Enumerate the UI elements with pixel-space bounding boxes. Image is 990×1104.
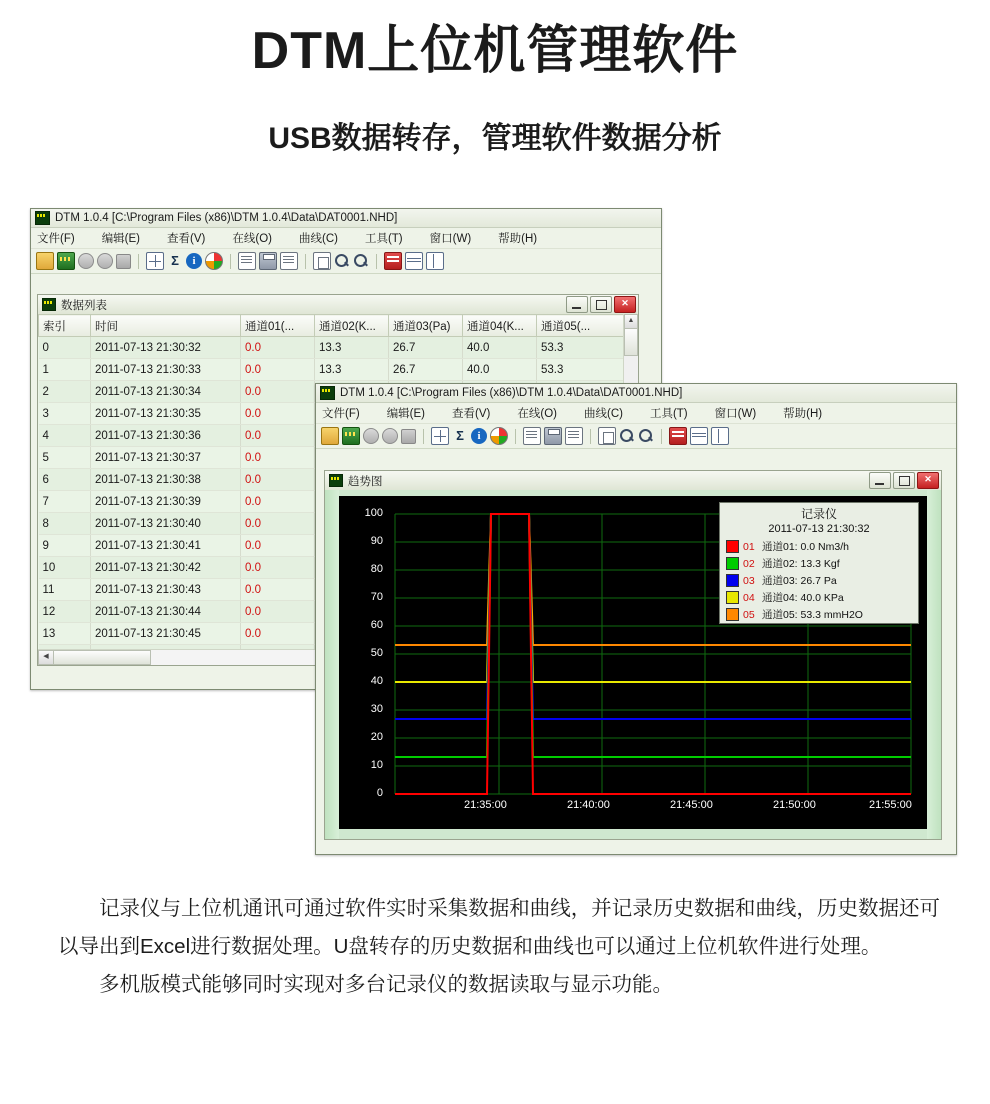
- chart-canvas-area[interactable]: [325, 490, 941, 839]
- app-icon: [329, 474, 343, 487]
- table-cell: 2011-07-13 21:30:38: [91, 469, 241, 491]
- table-cell: 12: [39, 601, 91, 623]
- table-cell: 8: [39, 513, 91, 535]
- table-cell: 2011-07-13 21:30:32: [91, 337, 241, 359]
- x-tick-2: 21:40:00: [567, 799, 610, 811]
- legend-swatch-01: [726, 540, 739, 553]
- legend-id-03: 03: [743, 574, 755, 587]
- menu-tools[interactable]: 工具(T): [649, 408, 688, 420]
- y-tick-70: 70: [370, 591, 383, 603]
- window-cascade-icon[interactable]: [669, 427, 687, 445]
- color-ball-icon[interactable]: [490, 427, 508, 445]
- menu-window[interactable]: 窗口(W): [429, 233, 472, 245]
- legend-item[interactable]: [720, 572, 918, 589]
- menubar[interactable]: [31, 228, 661, 249]
- table-cell: 2011-07-13 21:30:35: [91, 403, 241, 425]
- table-cell: 2011-07-13 21:30:33: [91, 359, 241, 381]
- y-tick-80: 80: [370, 563, 383, 575]
- table-cell: 0.0: [241, 337, 315, 359]
- page-setup-icon[interactable]: [280, 252, 298, 270]
- col-ch02[interactable]: 通道02(K...: [315, 315, 389, 337]
- menu-curve[interactable]: 曲线(C): [298, 233, 338, 245]
- legend-timestamp: 2011-07-13 21:30:32: [768, 523, 870, 535]
- table-cell: 2011-07-13 21:30:41: [91, 535, 241, 557]
- toolbar[interactable]: [31, 249, 661, 274]
- menu-online[interactable]: 在线(O): [517, 408, 557, 420]
- y-tick-90: 90: [370, 535, 383, 547]
- toolbar[interactable]: [316, 424, 956, 449]
- table-cell: 0.0: [241, 447, 315, 469]
- chart-plot-area[interactable]: [339, 496, 927, 829]
- table-cell: 2: [39, 381, 91, 403]
- window-cascade-icon[interactable]: [384, 252, 402, 270]
- y-tick-30: 30: [370, 703, 383, 715]
- menu-help[interactable]: 帮助(H): [783, 408, 823, 420]
- col-ch05[interactable]: 通道05(...: [537, 315, 625, 337]
- page-setup-icon[interactable]: [565, 427, 583, 445]
- close-button[interactable]: ✕: [917, 472, 939, 489]
- legend-label-03: 通道03: 26.7 Pa: [762, 575, 837, 587]
- y-tick-50: 50: [370, 647, 383, 659]
- copy-icon[interactable]: [313, 252, 331, 270]
- table-cell: 0.0: [241, 579, 315, 601]
- y-tick-100: 100: [364, 507, 383, 519]
- zoom-out-icon[interactable]: [638, 428, 654, 444]
- table-cell: 2011-07-13 21:30:43: [91, 579, 241, 601]
- legend-id-01: 01: [743, 540, 755, 553]
- print-preview-icon[interactable]: [523, 427, 541, 445]
- legend-swatch-03: [726, 574, 739, 587]
- menu-tools[interactable]: 工具(T): [364, 233, 403, 245]
- pause-circle-icon[interactable]: [382, 428, 398, 444]
- chart-right-rail: [927, 490, 941, 839]
- table-cell: 0.0: [241, 491, 315, 513]
- legend-swatch-05: [726, 608, 739, 621]
- table-cell: 5: [39, 447, 91, 469]
- table-cell: 9: [39, 535, 91, 557]
- table-cell: 3: [39, 403, 91, 425]
- table-cell: 2011-07-13 21:30:42: [91, 557, 241, 579]
- toolbar-separator: [138, 254, 139, 269]
- table-cell: 53.3: [537, 359, 625, 381]
- table-cell: 13.3: [315, 359, 389, 381]
- minimize-button[interactable]: [566, 296, 588, 313]
- table-cell: 40.0: [463, 359, 537, 381]
- table-cell: 0.0: [241, 469, 315, 491]
- zoom-out-icon[interactable]: [353, 253, 369, 269]
- y-tick-60: 60: [370, 619, 383, 631]
- pause-circle-icon[interactable]: [97, 253, 113, 269]
- child-title-text: 趋势图: [348, 475, 383, 488]
- scroll-left-arrow[interactable]: ◀: [38, 650, 54, 665]
- minimize-button[interactable]: [869, 472, 891, 489]
- window-title-text: DTM 1.0.4 [C:\Program Files (x86)\DTM 1.0.4\Data\DAT0001.NHD]: [340, 387, 683, 399]
- y-tick-20: 20: [370, 731, 383, 743]
- scroll-up-arrow[interactable]: ▲: [624, 314, 638, 329]
- legend-label-02: 通道02: 13.3 Kgf: [762, 558, 840, 570]
- table-cell: 11: [39, 579, 91, 601]
- table-icon[interactable]: [146, 252, 164, 270]
- info-icon[interactable]: i: [471, 428, 487, 444]
- menu-file[interactable]: 文件(F): [37, 233, 75, 245]
- col-ch03[interactable]: 通道03(Pa): [389, 315, 463, 337]
- legend-label-05: 通道05: 53.3 mmH2O: [762, 609, 863, 621]
- page-title: DTM上位机管理软件: [251, 22, 739, 80]
- maximize-button[interactable]: [590, 296, 612, 313]
- window-titlebar[interactable]: [31, 209, 661, 228]
- table-cell: 2011-07-13 21:30:34: [91, 381, 241, 403]
- app-window-trend-chart[interactable]: [315, 383, 957, 855]
- toolbar-separator: [515, 429, 516, 444]
- description-paragraph-2: 多机版模式能够同时实现对多台记录仪的数据读取与显示功能。: [99, 973, 673, 996]
- page-subtitle: USB数据转存，管理软件数据分析: [268, 122, 722, 155]
- info-icon[interactable]: i: [186, 253, 202, 269]
- window-tile-horizontal-icon[interactable]: [690, 427, 708, 445]
- menu-view[interactable]: 查看(V): [452, 408, 491, 420]
- table-cell: 0.0: [241, 403, 315, 425]
- legend-id-04: 04: [743, 591, 755, 604]
- close-button[interactable]: ✕: [614, 296, 636, 313]
- table-header-row: [39, 315, 625, 337]
- child-titlebar[interactable]: [325, 471, 941, 491]
- legend-item[interactable]: [720, 606, 918, 623]
- table-cell: 53.3: [537, 337, 625, 359]
- scroll-thumb[interactable]: [624, 328, 638, 356]
- hscroll-thumb[interactable]: [53, 650, 151, 665]
- y-tick-0: 0: [376, 787, 383, 799]
- color-ball-icon[interactable]: [205, 252, 223, 270]
- child-titlebar[interactable]: [38, 295, 638, 315]
- x-tick-3: 21:45:00: [670, 799, 713, 811]
- x-tick-4: 21:50:00: [773, 799, 816, 811]
- legend-id-05: 05: [743, 608, 755, 621]
- table-cell: 7: [39, 491, 91, 513]
- record-circle-icon[interactable]: [78, 253, 94, 269]
- export-excel-icon[interactable]: [342, 427, 360, 445]
- print-preview-icon[interactable]: [238, 252, 256, 270]
- table-cell: 0.0: [241, 381, 315, 403]
- table-cell: 2011-07-13 21:30:44: [91, 601, 241, 623]
- table-cell: 2011-07-13 21:30:37: [91, 447, 241, 469]
- legend-swatch-04: [726, 591, 739, 604]
- zoom-in-icon[interactable]: [334, 253, 350, 269]
- table-cell: 2011-07-13 21:30:45: [91, 623, 241, 645]
- menu-online[interactable]: 在线(O): [232, 233, 272, 245]
- window-titlebar[interactable]: [316, 384, 956, 403]
- stop-square-icon[interactable]: [401, 429, 416, 444]
- table-cell: 26.7: [389, 337, 463, 359]
- stop-square-icon[interactable]: [116, 254, 131, 269]
- maximize-button[interactable]: [893, 472, 915, 489]
- table-row[interactable]: [39, 359, 625, 381]
- menu-help[interactable]: 帮助(H): [498, 233, 538, 245]
- child-title-text: 数据列表: [61, 299, 107, 312]
- toolbar-separator: [661, 429, 662, 444]
- open-folder-icon[interactable]: [321, 427, 339, 445]
- legend-title: 记录仪: [800, 507, 837, 521]
- table-cell: 2011-07-13 21:30:40: [91, 513, 241, 535]
- table-cell: 0.0: [241, 535, 315, 557]
- menubar[interactable]: [316, 403, 956, 424]
- legend-label-04: 通道04: 40.0 KPa: [762, 592, 844, 604]
- legend-id-02: 02: [743, 557, 755, 570]
- legend-item[interactable]: [720, 589, 918, 606]
- record-circle-icon[interactable]: [363, 428, 379, 444]
- x-tick-5: 21:55:00: [869, 799, 912, 811]
- toolbar-separator: [590, 429, 591, 444]
- col-time[interactable]: 时间: [91, 315, 241, 337]
- legend-label-01: 通道01: 0.0 Nm3/h: [762, 541, 849, 553]
- copy-icon[interactable]: [598, 427, 616, 445]
- child-window-trend-chart[interactable]: [324, 470, 942, 840]
- table-cell: 13: [39, 623, 91, 645]
- legend-swatch-02: [726, 557, 739, 570]
- app-icon: [42, 298, 56, 311]
- table-cell: 40.0: [463, 337, 537, 359]
- print-icon[interactable]: [544, 427, 562, 445]
- table-cell: 2011-07-13 21:30:39: [91, 491, 241, 513]
- toolbar-separator: [305, 254, 306, 269]
- table-row[interactable]: [39, 337, 625, 359]
- menu-file[interactable]: 文件(F): [322, 408, 360, 420]
- table-cell: 0.0: [241, 359, 315, 381]
- col-ch04[interactable]: 通道04(K...: [463, 315, 537, 337]
- col-ch01[interactable]: 通道01(...: [241, 315, 315, 337]
- menu-edit[interactable]: 编辑(E): [386, 408, 426, 420]
- table-cell: 1: [39, 359, 91, 381]
- toolbar-separator: [376, 254, 377, 269]
- app-icon: [320, 386, 335, 400]
- description-block: [58, 890, 940, 1004]
- window-tile-vertical-icon[interactable]: [426, 252, 444, 270]
- table-cell: 0.0: [241, 425, 315, 447]
- table-cell: 13.3: [315, 337, 389, 359]
- zoom-in-icon[interactable]: [619, 428, 635, 444]
- col-index[interactable]: 索引: [39, 315, 91, 337]
- menu-window[interactable]: 窗口(W): [714, 408, 757, 420]
- menu-edit[interactable]: 编辑(E): [101, 233, 141, 245]
- x-tick-1: 21:35:00: [464, 799, 507, 811]
- table-icon[interactable]: [431, 427, 449, 445]
- table-cell: 26.7: [389, 359, 463, 381]
- toolbar-separator: [230, 254, 231, 269]
- y-tick-10: 10: [370, 759, 383, 771]
- toolbar-separator: [423, 429, 424, 444]
- table-cell: 0.0: [241, 557, 315, 579]
- table-cell: 0.0: [241, 601, 315, 623]
- table-cell: 10: [39, 557, 91, 579]
- description-paragraph-1: 记录仪与上位机通讯可通过软件实时采集数据和曲线，并记录历史数据和曲线，历史数据还可以导出到Excel进行数据处理。U盘转存的历史数据和曲线也可以通过上位机软件进行处理。: [58, 897, 940, 958]
- chart-legend[interactable]: [719, 502, 919, 624]
- menu-curve[interactable]: 曲线(C): [583, 408, 623, 420]
- sigma-icon[interactable]: Σ: [456, 428, 464, 443]
- table-cell: 4: [39, 425, 91, 447]
- app-icon: [35, 211, 50, 225]
- print-icon[interactable]: [259, 252, 277, 270]
- table-cell: 0.0: [241, 623, 315, 645]
- table-cell: 0.0: [241, 513, 315, 535]
- y-tick-40: 40: [370, 675, 383, 687]
- table-cell: 0: [39, 337, 91, 359]
- legend-item[interactable]: [720, 538, 918, 555]
- open-folder-icon[interactable]: [36, 252, 54, 270]
- chart-left-rail: [325, 490, 339, 839]
- menu-view[interactable]: 查看(V): [167, 233, 206, 245]
- table-cell: 6: [39, 469, 91, 491]
- window-tile-horizontal-icon[interactable]: [405, 252, 423, 270]
- table-cell: 2011-07-13 21:30:36: [91, 425, 241, 447]
- export-excel-icon[interactable]: [57, 252, 75, 270]
- sigma-icon[interactable]: Σ: [171, 253, 179, 268]
- legend-item[interactable]: [720, 555, 918, 572]
- window-title-text: DTM 1.0.4 [C:\Program Files (x86)\DTM 1.0.4\Data\DAT0001.NHD]: [55, 212, 398, 224]
- window-tile-vertical-icon[interactable]: [711, 427, 729, 445]
